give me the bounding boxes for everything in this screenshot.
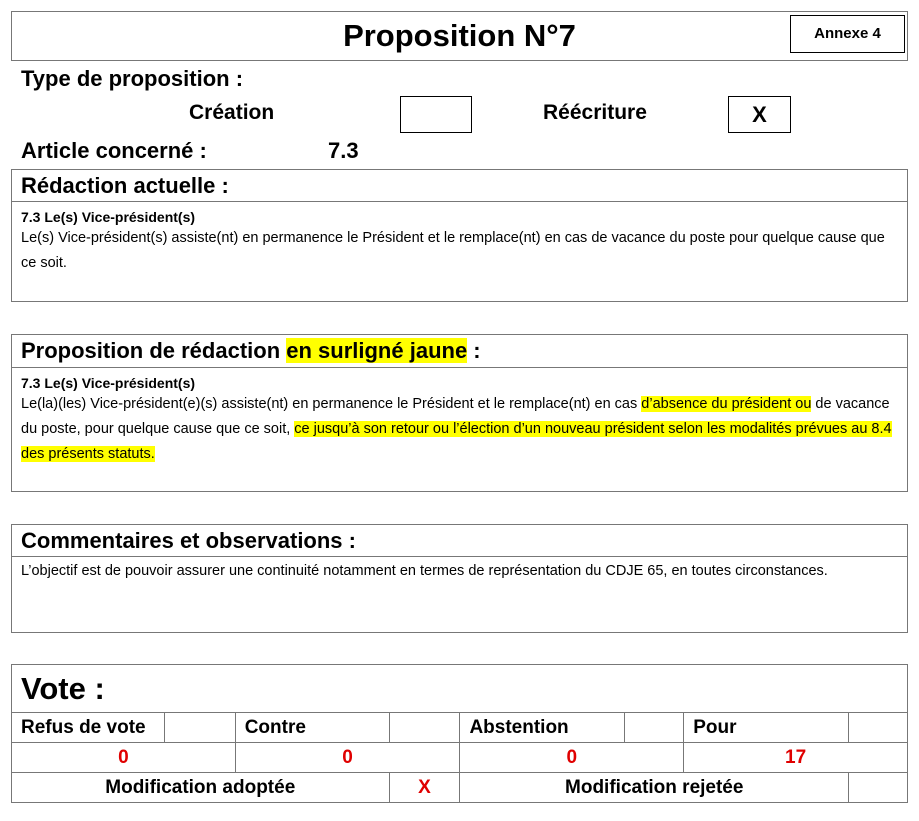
proposal-section-heading [11, 334, 908, 368]
current-text: Le(s) Vice-président(s) assiste(nt) en permanence le Président et le remplace(nt) en cas de vacance du poste pour quelque cause que ce soit. [21, 230, 885, 271]
rejected-label: Modification rejetée [460, 773, 849, 803]
annex-label: Annexe 4 [790, 15, 905, 53]
pour-value: 17 [684, 743, 908, 773]
article-value: 7.3 [328, 138, 359, 163]
contre-mark-cell[interactable] [389, 713, 460, 743]
proposal-text [21, 392, 898, 467]
article-label: Article concerné : [21, 138, 207, 163]
proposal-highlight-1: d’absence du président ou [641, 396, 812, 412]
contre-value: 0 [235, 743, 460, 773]
pour-mark-cell[interactable] [849, 713, 908, 743]
creation-label: Création [189, 101, 275, 124]
vote-heading: Vote : [21, 671, 105, 706]
proposal-type-label: Type de proposition : [21, 66, 244, 91]
abstention-value: 0 [460, 743, 684, 773]
contre-label: Contre [235, 713, 389, 743]
vote-values-row [12, 743, 908, 773]
adopted-label: Modification adoptée [12, 773, 390, 803]
proposal-text-1: Le(la)(les) Vice-président(e)(s) assiste(nt) en permanence le Président et le remplace(nt) en cas [21, 396, 642, 412]
proposal-heading-end: : [467, 338, 481, 363]
current-subtitle: 7.3 Le(s) Vice-président(s) [21, 209, 196, 225]
adopted-mark[interactable]: X [389, 773, 460, 803]
abstention-label: Abstention [460, 713, 625, 743]
current-section-heading: Rédaction actuelle : [11, 169, 908, 202]
comments-section-body [11, 557, 908, 633]
refus-label: Refus de vote [12, 713, 165, 743]
rewrite-label: Réécriture [543, 101, 647, 124]
proposal-subtitle: 7.3 Le(s) Vice-président(s) [21, 375, 196, 391]
page-title-box [11, 11, 908, 61]
proposal-text-2: de vacance du poste, pour quelque cause que ce soit, [21, 396, 890, 437]
proposal-highlight-2: ce jusqu’à son retour ou l’élection d’un nouveau président selon les modalités prévues au 8.4 des présents statuts. [21, 421, 892, 462]
vote-labels-row [12, 713, 908, 743]
vote-table [11, 712, 908, 803]
creation-checkbox[interactable] [400, 96, 472, 133]
rewrite-checkbox[interactable]: X [728, 96, 791, 133]
page-title: Proposition N°7 [343, 18, 576, 53]
proposal-heading-highlight: en surligné jaune [286, 338, 468, 363]
proposal-section-body [11, 368, 908, 492]
refus-mark-cell[interactable] [164, 713, 235, 743]
vote-heading-box [11, 664, 908, 713]
rejected-mark[interactable] [849, 773, 908, 803]
refus-value: 0 [12, 743, 236, 773]
vote-result-row [12, 773, 908, 803]
abstention-mark-cell[interactable] [625, 713, 684, 743]
pour-label: Pour [684, 713, 849, 743]
proposal-heading-start: Proposition de rédaction [21, 338, 287, 363]
comments-section-heading: Commentaires et observations : [11, 524, 908, 557]
comments-text: L’objectif est de pouvoir assurer une continuité notamment en termes de représentation du CDJE 65, en toutes circonstances. [21, 563, 828, 579]
current-section-body [11, 202, 908, 302]
